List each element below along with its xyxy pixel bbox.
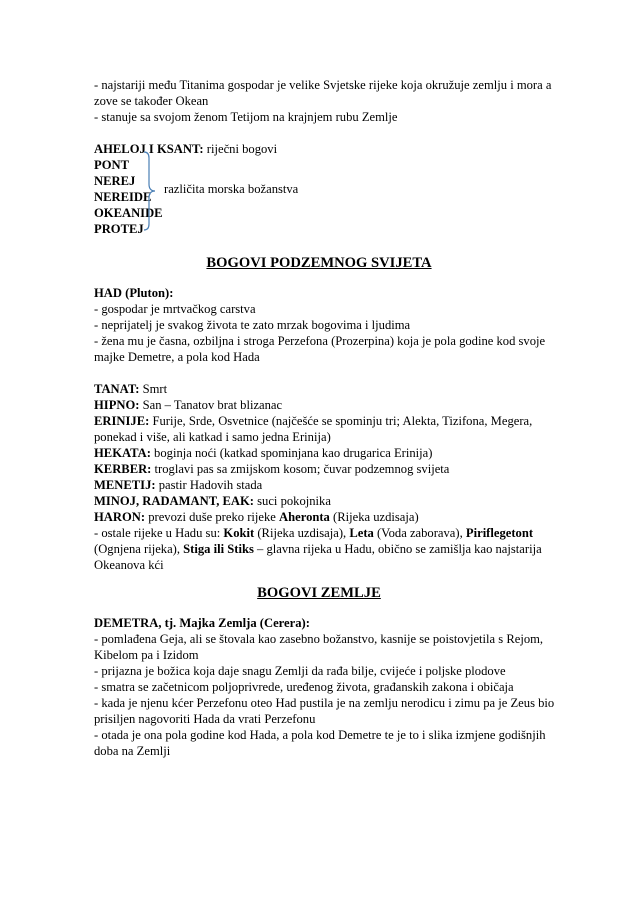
sea-name-pont: PONT	[94, 158, 129, 172]
demetra-line-7: - otada je ona pola godine kod Hada, a pola kod Demetre te je to i slika izmjene godišnjih	[94, 728, 546, 742]
river-piriflegetont: Piriflegetont	[465, 526, 534, 540]
river-gods-line	[94, 141, 277, 157]
river-stiks: Stiga ili Stiks	[183, 542, 254, 556]
intro-line-3: - stanuje sa svojom ženom Tetijom na krajnjem rubu Zemlje	[94, 110, 398, 124]
entry-hekata	[94, 445, 432, 461]
entry-label: HEKATA:	[94, 446, 151, 460]
entry-text: Furije, Srde, Osvetnice (najčešće se spominju tri; Alekta, Tizifona, Megera,	[149, 414, 533, 428]
river-gods-label: AHELOJ I KSANT:	[94, 142, 204, 156]
sea-name-nerej: NEREJ	[94, 174, 136, 188]
entry-text: boginja noći (katkad spominjana kao drugarica Erinija)	[150, 446, 433, 460]
sea-deities-text: različita morska božanstva	[164, 182, 299, 196]
sea-name-nereide: NEREIDE	[94, 190, 152, 204]
had-line-2: - neprijatelj je svakog života te zato mrzak bogovima i ljudima	[94, 318, 411, 332]
entry-text: (Rijeka uzdisaja)	[329, 510, 419, 524]
entry-text: pastir Hadovih stada	[155, 478, 263, 492]
entry-hipno	[94, 397, 282, 413]
demetra-line-1: - pomlađena Geja, ali se štovala kao zasebno božanstvo, kasnije se poistovjetila s Rejom,	[94, 632, 544, 646]
rivers-text: (Rijeka uzdisaja),	[254, 526, 350, 540]
rivers-line-3: Okeanova kći	[94, 558, 164, 572]
entry-text: San – Tanatov brat blizanac	[139, 398, 283, 412]
had-line-4: majke Demetre, a pola kod Hada	[94, 350, 260, 364]
curly-brace	[143, 150, 157, 232]
entry-text: suci pokojnika	[253, 494, 331, 508]
had-title: HAD (Pluton):	[94, 286, 174, 300]
demetra-line-3: - prijazna je božica koja daje snagu Zemlji da rađa bilje, cvijeće i poljske plodove	[94, 664, 506, 678]
had-line-1: - gospodar je mrtvačkog carstva	[94, 302, 256, 316]
intro-line-2: zove se također Okean	[94, 94, 209, 108]
entry-menetij	[94, 477, 262, 493]
entry-label: TANAT:	[94, 382, 140, 396]
entry-label: MENETIJ:	[94, 478, 156, 492]
sea-name-protej: PROTEJ	[94, 222, 144, 236]
demetra-title: DEMETRA, tj. Majka Zemlja (Cerera):	[94, 616, 310, 630]
entry-minoj	[94, 493, 331, 509]
demetra-line-8: doba na Zemlji	[94, 744, 171, 758]
demetra-line-2: Kibelom pa i Izidom	[94, 648, 199, 662]
demetra-line-6: prisiljen nagovoriti Hada da vrati Perzefonu	[94, 712, 316, 726]
demetra-line-4: - smatra se začetnicom poljoprivrede, uređenog života, građanskih zakona i običaja	[94, 680, 514, 694]
river-kokit: Kokit	[223, 526, 255, 540]
had-line-3: - žena mu je časna, ozbiljna i stroga Perzefona (Prozerpina) koja je pola godine kod svoje	[94, 334, 546, 348]
entry-tanat	[94, 381, 167, 397]
entry-kerber	[94, 461, 449, 477]
rivers-line-1	[94, 525, 533, 541]
rivers-text: – glavna rijeka u Hadu, obično se zamišlja kao najstarija	[253, 542, 542, 556]
river-gods-text: riječni bogovi	[203, 142, 278, 156]
entry-label: MINOJ, RADAMANT, EAK:	[94, 494, 254, 508]
sea-name-okeanide: OKEANIDE	[94, 206, 163, 220]
entry-label: HIPNO:	[94, 398, 140, 412]
rivers-text: (Voda zaborava),	[373, 526, 466, 540]
entry-label: ERINIJE:	[94, 414, 150, 428]
rivers-text: (Ognjena rijeka),	[94, 542, 184, 556]
entry-label: KERBER:	[94, 462, 152, 476]
intro-line-1: - najstariji među Titanima gospodar je velike Svjetske rijeke koja okružuje zemlju i mora a	[94, 78, 552, 92]
entry-text: prevozi duše preko rijeke	[145, 510, 280, 524]
entry-text: troglavi pas sa zmijskom kosom; čuvar podzemnog svijeta	[151, 462, 450, 476]
rivers-text: - ostale rijeke u Hadu su:	[94, 526, 224, 540]
entry-erinije	[94, 413, 532, 429]
entry-haron	[94, 509, 419, 525]
entry-erinije-cont: ponekad i više, ali katkad i samo jedna Erinija)	[94, 430, 331, 444]
demetra-line-5: - kada je njenu kćer Perzefonu oteo Had pustila je na zemlju nerodicu i zimu pa je Zeus bio	[94, 696, 555, 710]
river-leta: Leta	[349, 526, 374, 540]
rivers-line-2	[94, 541, 542, 557]
entry-label: HARON:	[94, 510, 146, 524]
entry-text: Smrt	[139, 382, 168, 396]
section-heading-earth: BOGOVI ZEMLJE	[257, 585, 381, 601]
river-aheront: Aheronta	[279, 510, 330, 524]
section-heading-underworld: BOGOVI PODZEMNOG SVIJETA	[206, 255, 432, 271]
